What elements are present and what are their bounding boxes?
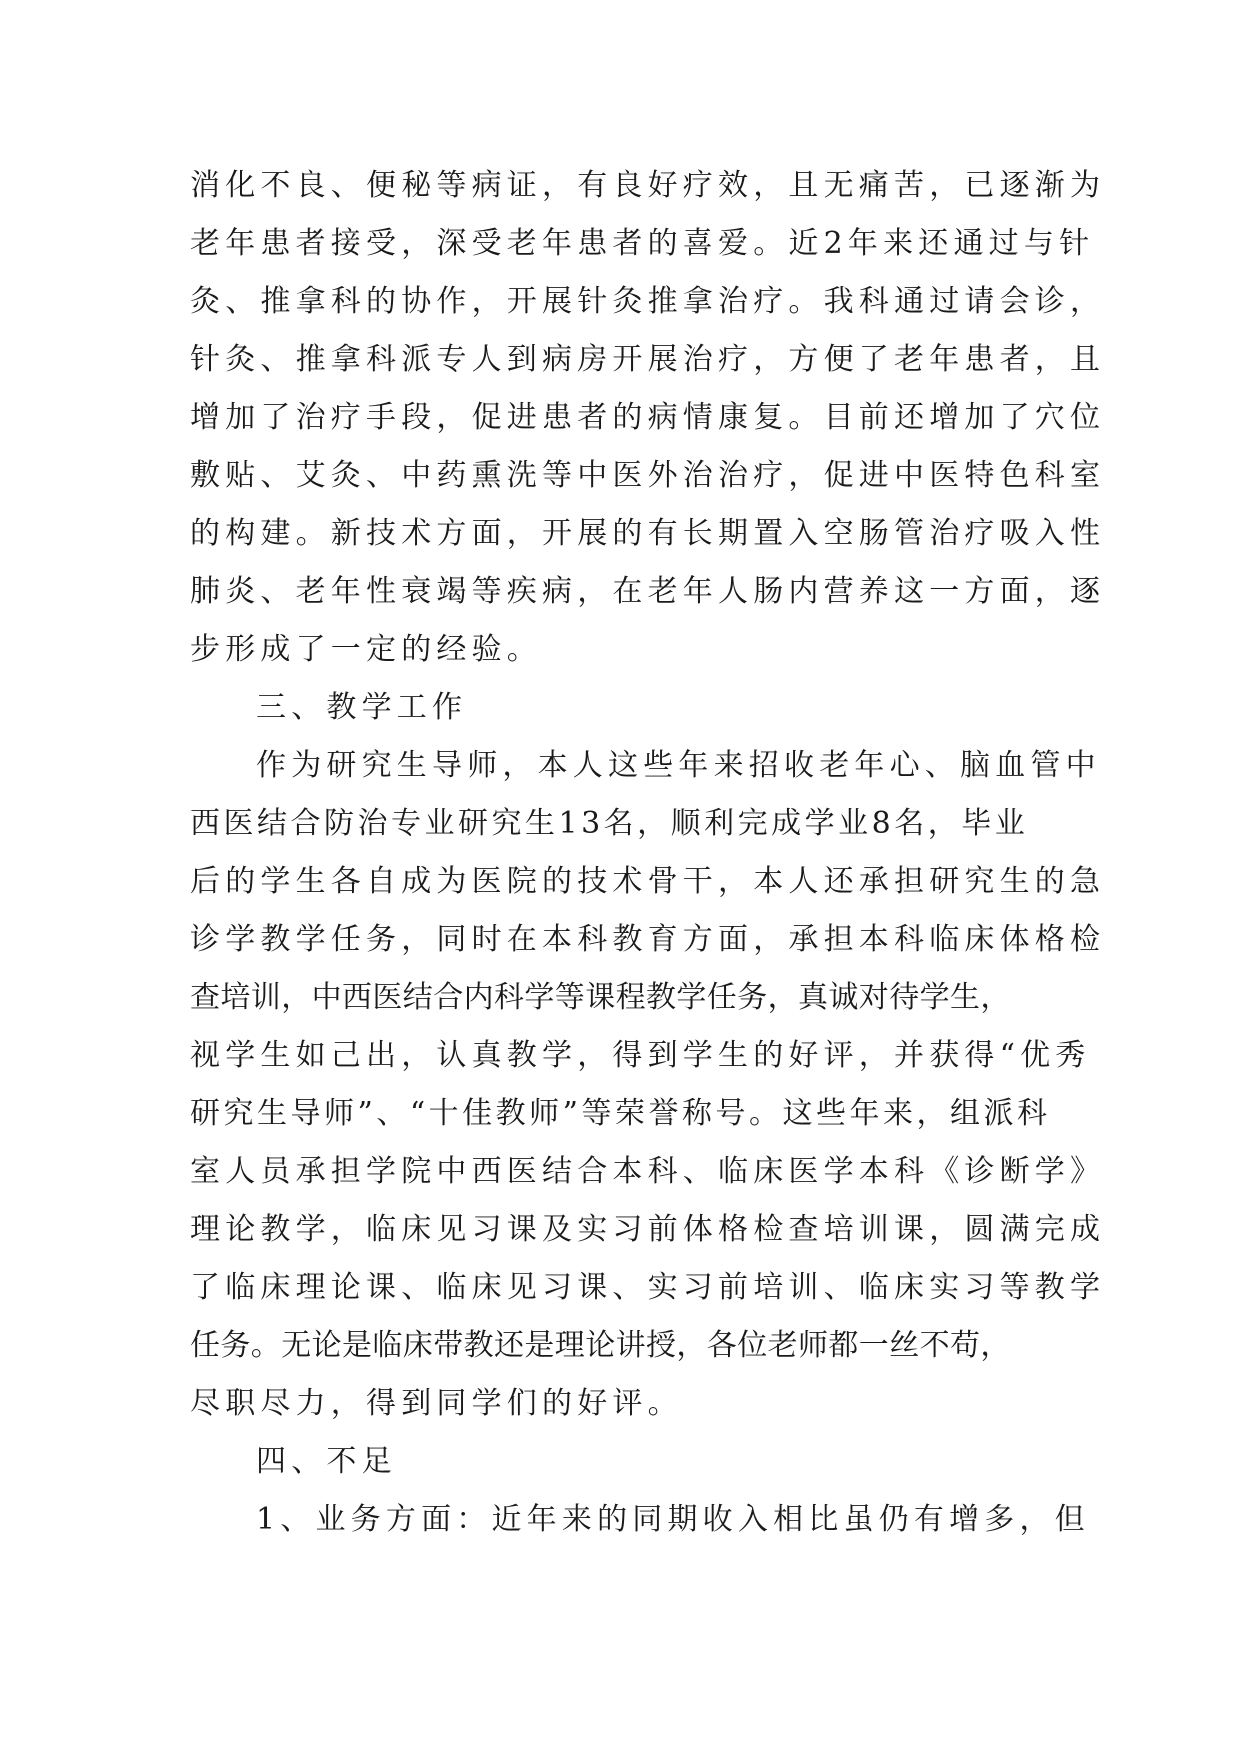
text-line: 诊学教学任务，同时在本科教育方面，承担本科临床体格检 xyxy=(190,922,1106,957)
text-line: 增加了治疗手段，促进患者的病情康复。目前还增加了穴位 xyxy=(190,400,1106,435)
text-line: 任务。无论是临床带教还是理论讲授，各位老师都一丝不苟， xyxy=(190,1328,1011,1363)
paragraph-first-line: 作为研究生导师，本人这些年来招收老年心、脑血管中 xyxy=(256,748,1101,783)
text-line: 针灸、推拿科派专人到病房开展治疗，方便了老年患者，且 xyxy=(190,342,1106,377)
text-line: 视学生如己出，认真教学，得到学生的好评，并获得“优秀 xyxy=(190,1038,1091,1073)
text-line: 研究生导师”、“十佳教师”等荣誉称号。这些年来，组派科 xyxy=(190,1096,1051,1131)
text-line: 灸、推拿科的协作，开展针灸推拿治疗。我科通过请会诊， xyxy=(190,284,1106,319)
text-line: 室人员承担学院中西医结合本科、临床医学本科《诊断学》 xyxy=(190,1154,1106,1189)
text-line: 西医结合防治专业研究生13名，顺利完成学业8名，毕业 xyxy=(190,806,1029,841)
text-line: 老年患者接受，深受老年患者的喜爱。近2年来还通过与针 xyxy=(190,226,1095,261)
text-line: 步形成了一定的经验。 xyxy=(190,632,542,667)
text-line: 的构建。新技术方面，开展的有长期置入空肠管治疗吸入性 xyxy=(190,516,1106,551)
text-line: 尽职尽力，得到同学们的好评。 xyxy=(190,1386,683,1421)
text-line: 了临床理论课、临床见习课、实习前培训、临床实习等教学 xyxy=(190,1270,1106,1305)
paragraph-first-line: 1、业务方面：近年来的同期收入相比虽仍有增多，但 xyxy=(256,1502,1090,1537)
text-line: 理论教学，临床见习课及实习前体格检查培训课，圆满完成 xyxy=(190,1212,1106,1247)
text-line: 后的学生各自成为医院的技术骨干，本人还承担研究生的急 xyxy=(190,864,1106,899)
document-body xyxy=(190,157,1106,1549)
text-line: 肺炎、老年性衰竭等疾病，在老年人肠内营养这一方面，逐 xyxy=(190,574,1106,609)
text-line: 消化不良、便秘等病证，有良好疗效，且无痛苦，已逐渐为 xyxy=(190,168,1106,203)
section-heading-teaching: 三、教学工作 xyxy=(256,690,468,725)
text-line: 敷贴、艾灸、中药熏洗等中医外治治疗，促进中医特色科室 xyxy=(190,458,1106,493)
text-line: 查培训，中西医结合内科学等课程教学任务，真诚对待学生， xyxy=(190,980,1011,1015)
section-heading-shortcomings: 四、不足 xyxy=(256,1444,397,1479)
